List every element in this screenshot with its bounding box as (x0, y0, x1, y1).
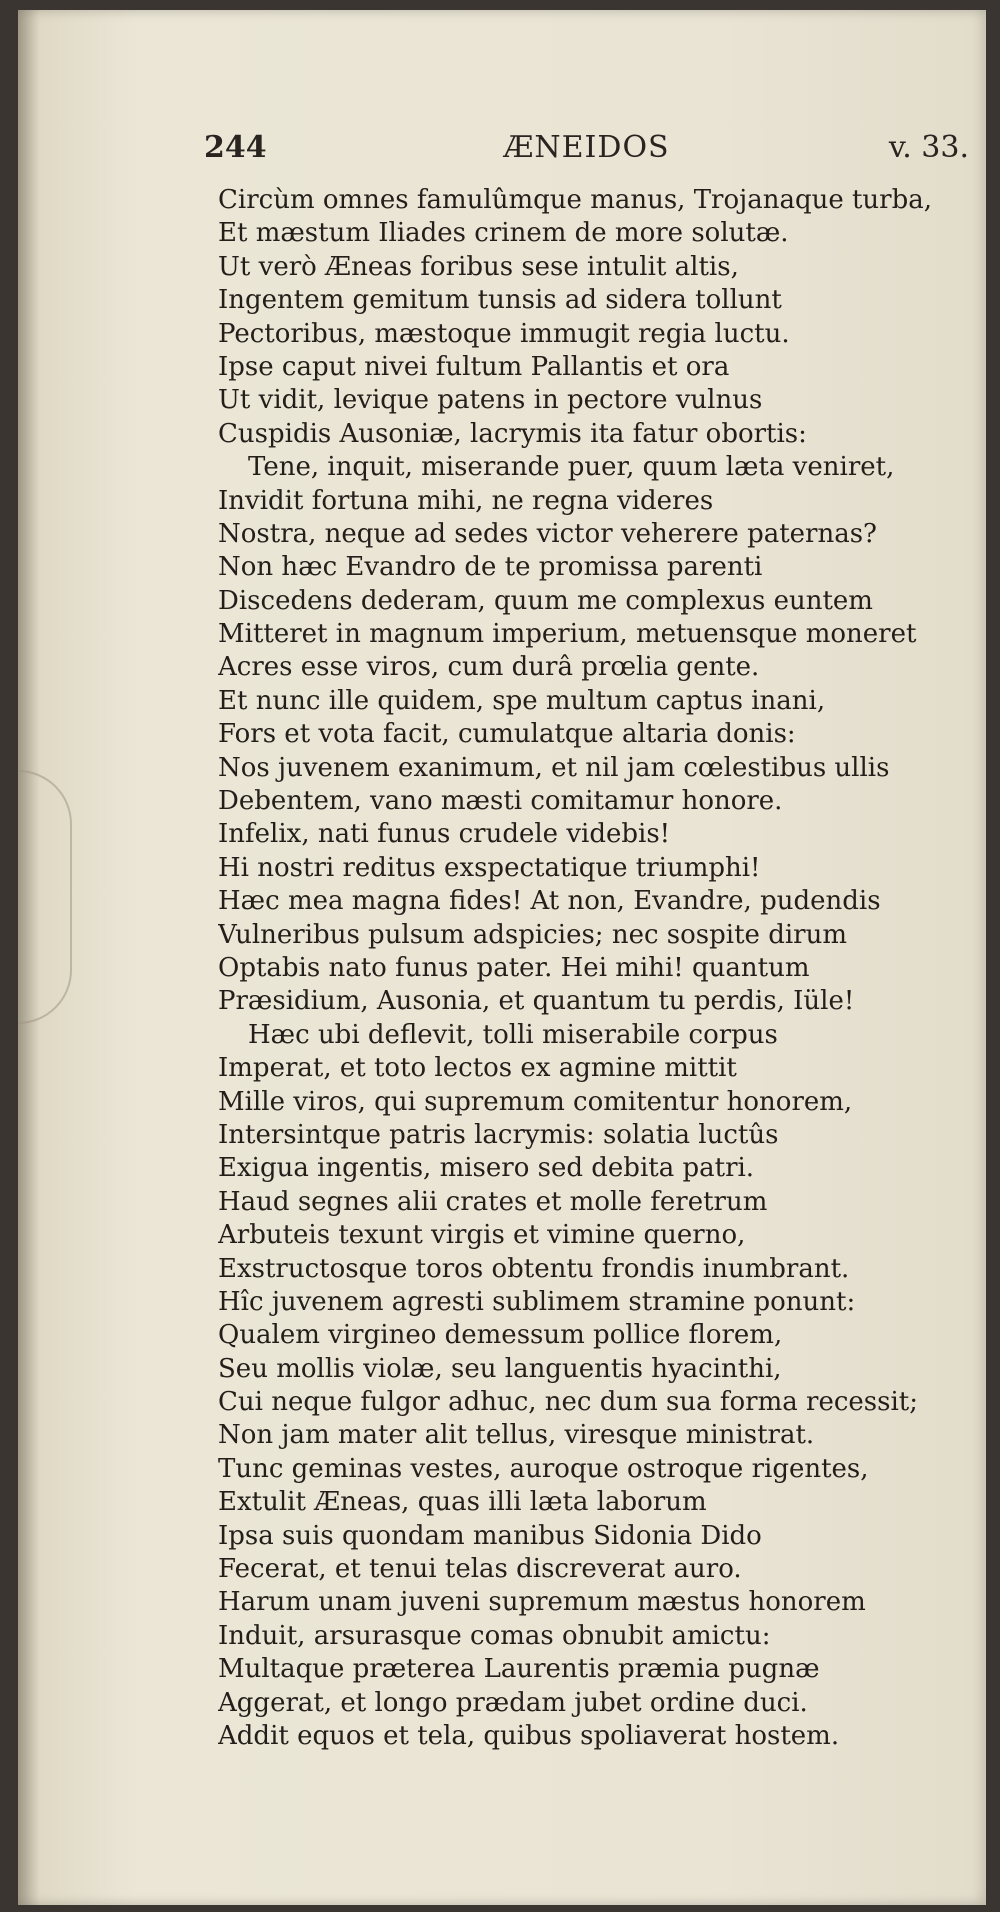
verse-line: Exstructosque toros obtentu frondis inumbrant. (218, 1253, 850, 1284)
verse-line: Fecerat, et tenui telas discreverat auro. (218, 1554, 742, 1585)
verse-line: Cuspidis Ausoniæ, lacrymis ita fatur obortis: (218, 418, 807, 449)
verse-line: Debentem, vano mæsti comitamur honore. (218, 786, 783, 817)
verse-line: Tunc geminas vestes, auroque ostroque rigentes, (218, 1453, 869, 1484)
verse-line: Multaque præterea Laurentis præmia pugnæ (218, 1654, 820, 1685)
book-page (18, 10, 986, 1905)
verse-text-block (218, 184, 978, 1753)
verse-line: Acres esse viros, cum durâ prœlia gente. (218, 652, 760, 683)
verse-line: Qualem virgineo demessum pollice florem, (218, 1320, 783, 1351)
verse-line: Ut vidit, levique patens in pectore vulnus (218, 385, 763, 416)
page-fold-mark (18, 770, 72, 1024)
verse-line: Seu mollis violæ, seu languentis hyacinthi, (218, 1353, 782, 1384)
verse-line: Induit, arsurasque comas obnubit amictu: (218, 1620, 771, 1651)
verse-line: Hæc ubi deflevit, tolli miserabile corpus (248, 1019, 778, 1050)
verse-line: Mille viros, qui supremum comitentur honorem, (218, 1086, 853, 1117)
verse-line: Invidit fortuna mihi, ne regna videres (218, 485, 714, 516)
verse-line: Et nunc ille quidem, spe multum captus inani, (218, 685, 826, 716)
verse-line: Discedens dederam, quum me complexus euntem (218, 585, 873, 616)
verse-line: Aggerat, et longo prædam jubet ordine duci. (218, 1687, 808, 1718)
verse-line: Ingentem gemitum tunsis ad sidera tollunt (218, 285, 782, 316)
page-number: 244 (204, 130, 267, 165)
running-title: ÆNEIDOS (503, 130, 670, 165)
verse-line: Addit equos et tela, quibus spoliaverat hostem. (218, 1720, 840, 1751)
verse-line: Imperat, et toto lectos ex agmine mittit (218, 1053, 737, 1084)
verse-line: Optabis nato funus pater. Hei mihi! quantum (218, 952, 810, 983)
verse-line: Extulit Æneas, quas illi læta laborum (218, 1487, 707, 1518)
verse-line: Ipse caput nivei fultum Pallantis et ora (218, 351, 730, 382)
verse-line: Infelix, nati funus crudele videbis! (218, 819, 671, 850)
verse-line: Hîc juvenem agresti sublimem stramine ponunt: (218, 1286, 856, 1317)
verse-line: Pectoribus, mæstoque immugit regia luctu. (218, 318, 790, 349)
verse-line: Ipsa suis quondam manibus Sidonia Dido (218, 1520, 762, 1551)
verse-line: Haud segnes alii crates et molle feretrum (218, 1186, 768, 1217)
verse-reference: v. 33. (888, 130, 969, 165)
verse-line: Harum unam juveni supremum mæstus honorem (218, 1587, 866, 1618)
running-head (204, 130, 969, 174)
verse-line: Circùm omnes famulûmque manus, Trojanaque turba, (218, 185, 933, 215)
verse-line: Non hæc Evandro de te promissa parenti (218, 552, 763, 583)
verse-line: Exigua ingentis, misero sed debita patri. (218, 1153, 755, 1184)
verse-line: Cui neque fulgor adhuc, nec dum sua forma recessit; (218, 1387, 919, 1418)
verse-line: Tene, inquit, miserande puer, quum læta veniret, (248, 452, 895, 483)
verse-line: Arbuteis texunt virgis et vimine querno, (218, 1220, 746, 1251)
verse-line: Intersintque patris lacrymis: solatia luctûs (218, 1119, 779, 1150)
verse-line: Nostra, neque ad sedes victor veherere paternas? (218, 518, 878, 549)
verse-line: Vulneribus pulsum adspicies; nec sospite dirum (218, 919, 847, 950)
verse-line: Hi nostri reditus exspectatique triumphi! (218, 852, 761, 883)
verse-line: Et mæstum Iliades crinem de more solutæ. (218, 218, 789, 249)
verse-line: Non jam mater alit tellus, viresque ministrat. (218, 1420, 815, 1451)
verse-line: Ut verò Æneas foribus sese intulit altis, (218, 251, 739, 282)
verse-line: Præsidium, Ausonia, et quantum tu perdis, Iüle! (218, 986, 855, 1017)
verse-line: Mitteret in magnum imperium, metuensque moneret (218, 619, 917, 650)
verse-line: Fors et vota facit, cumulatque altaria donis: (218, 719, 796, 750)
verse-line: Hæc mea magna fides! At non, Evandre, pudendis (218, 886, 881, 917)
verse-line: Nos juvenem exanimum, et nil jam cœlestibus ullis (218, 752, 890, 783)
